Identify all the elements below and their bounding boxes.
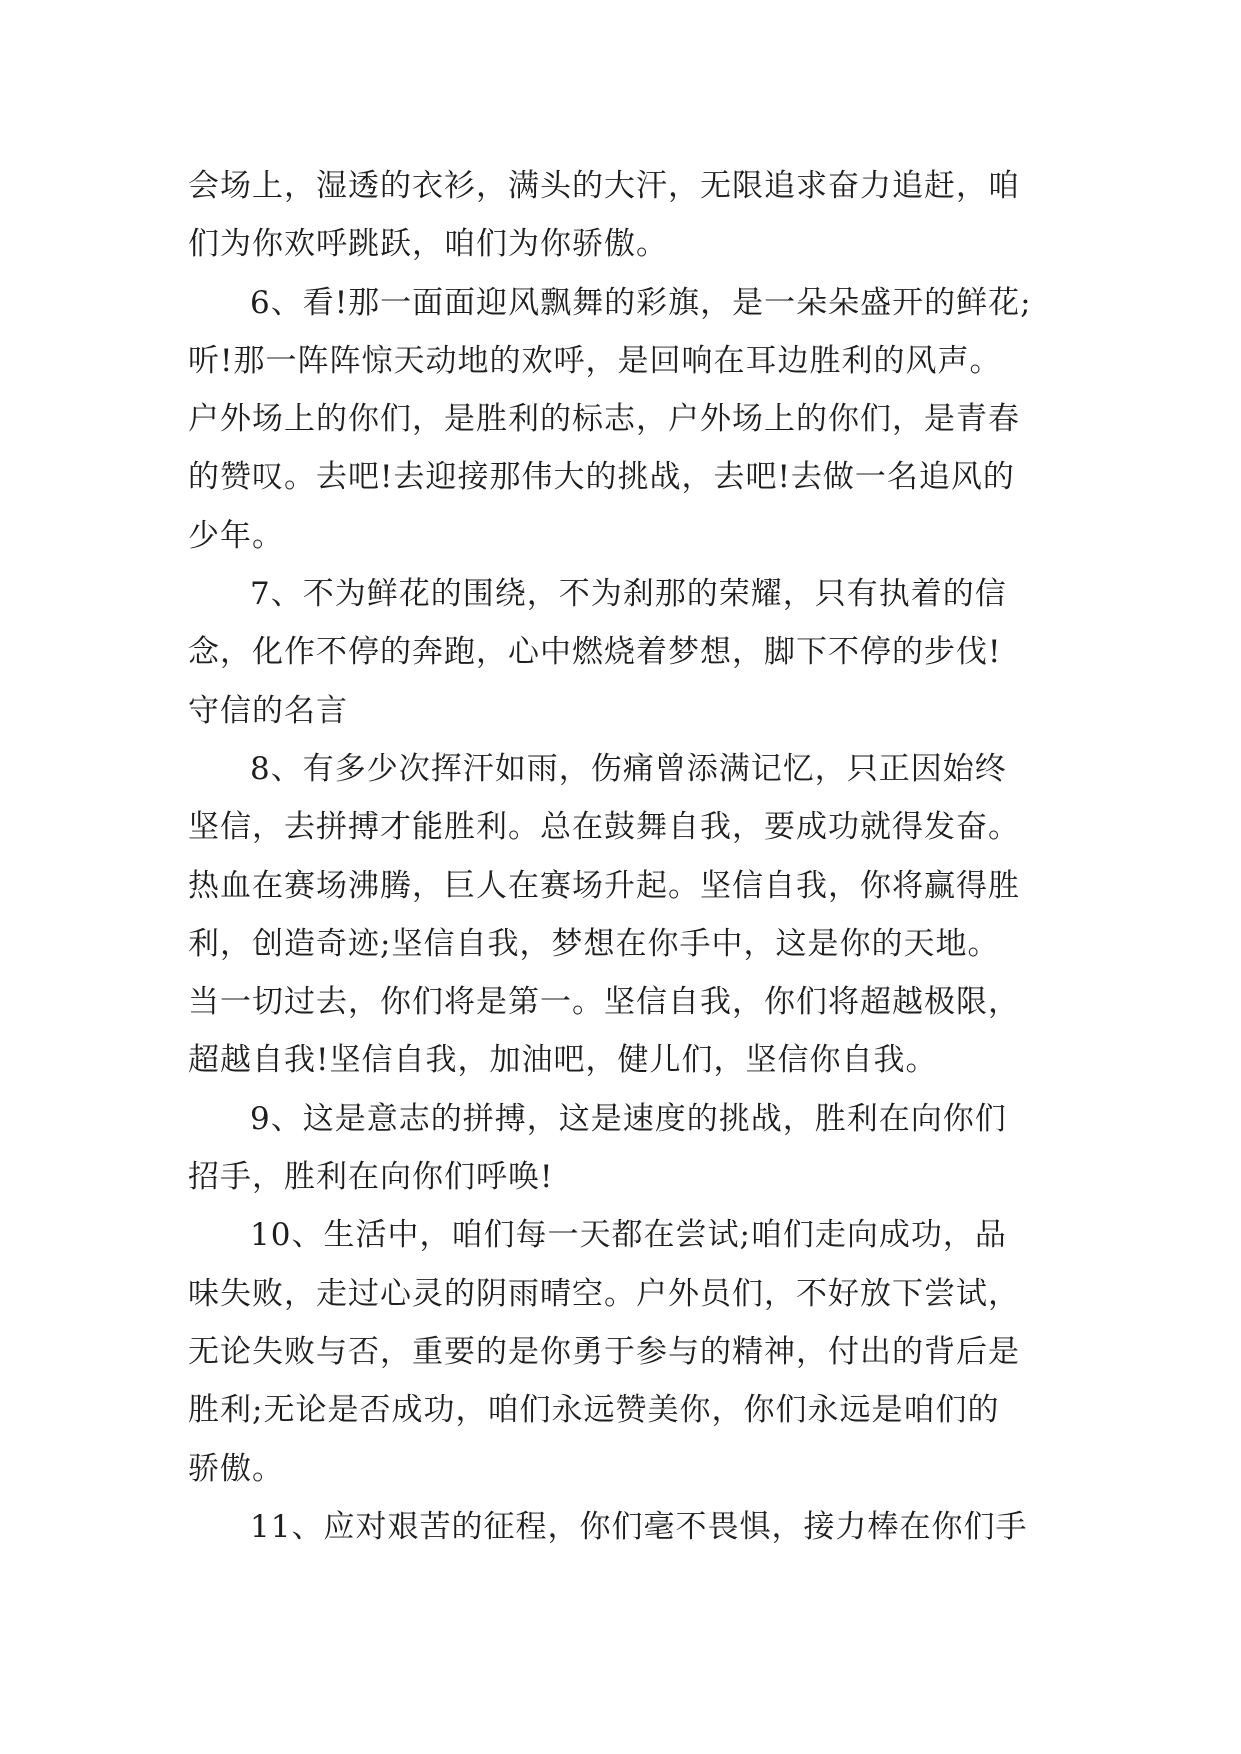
text-line: 招手，胜利在向你们呼唤! [188, 1159, 554, 1196]
paragraph-7 [188, 565, 1088, 740]
text-line: 少年。 [188, 517, 284, 554]
text-line: 骄傲。 [188, 1450, 284, 1487]
paragraph-5-continued [188, 157, 1088, 274]
text-line: 念，化作不停的奔跑，心中燃烧着梦想，脚下不停的步伐! [188, 634, 1002, 671]
text-line: 10、生活中，咱们每一天都在尝试;咱们走向成功，品 [250, 1217, 1007, 1254]
text-line: 听!那一阵阵惊天动地的欢呼，是回响在耳边胜利的风声。 [188, 342, 1002, 379]
text-line: 户外场上的你们，是胜利的标志，户外场上的你们，是青春 [188, 401, 1020, 438]
text-line: 7、不为鲜花的围绕，不为刹那的荣耀，只有执着的信 [250, 576, 1007, 613]
paragraph-11 [188, 1498, 1088, 1556]
text-line: 无论失败与否，重要的是你勇于参与的精神，付出的背后是 [188, 1333, 1020, 1370]
text-line: 热血在赛场沸腾，巨人在赛场升起。坚信自我，你将赢得胜 [188, 867, 1020, 904]
paragraph-8 [188, 740, 1088, 1090]
text-line: 当一切过去，你们将是第一。坚信自我，你们将超越极限， [188, 984, 1020, 1021]
text-line: 味失败，走过心灵的阴雨晴空。户外员们，不好放下尝试， [188, 1275, 1020, 1312]
text-line: 超越自我!坚信自我，加油吧，健儿们，坚信你自我。 [188, 1042, 938, 1079]
text-line: 守信的名言 [188, 692, 348, 729]
text-line: 利，创造奇迹;坚信自我，梦想在你手中，这是你的天地。 [188, 925, 1000, 962]
text-line: 11、应对艰苦的征程，你们毫不畏惧，接力棒在你们手 [250, 1508, 1028, 1545]
paragraph-9 [188, 1090, 1088, 1207]
document-body [188, 157, 1088, 1556]
text-line: 坚信，去拼搏才能胜利。总在鼓舞自我，要成功就得发奋。 [188, 809, 1020, 846]
text-line: 6、看!那一面面迎风飘舞的彩旗，是一朵朵盛开的鲜花; [250, 284, 1032, 321]
text-line: 的赞叹。去吧!去迎接那伟大的挑战，去吧!去做一名追风的 [188, 459, 1015, 496]
text-line: 8、有多少次挥汗如雨，伤痛曾添满记忆，只正因始终 [250, 750, 1007, 787]
text-line: 会场上，湿透的衣衫，满头的大汗，无限追求奋力追赶，咱 [188, 168, 1020, 204]
text-line: 胜利;无论是否成功，咱们永远赞美你，你们永远是咱们的 [188, 1392, 1000, 1429]
text-line: 9、这是意志的拼搏，这是速度的挑战，胜利在向你们 [250, 1100, 1007, 1137]
paragraph-10 [188, 1206, 1088, 1497]
paragraph-6 [188, 274, 1088, 565]
text-line: 们为你欢呼跳跃，咱们为你骄傲。 [188, 226, 668, 263]
